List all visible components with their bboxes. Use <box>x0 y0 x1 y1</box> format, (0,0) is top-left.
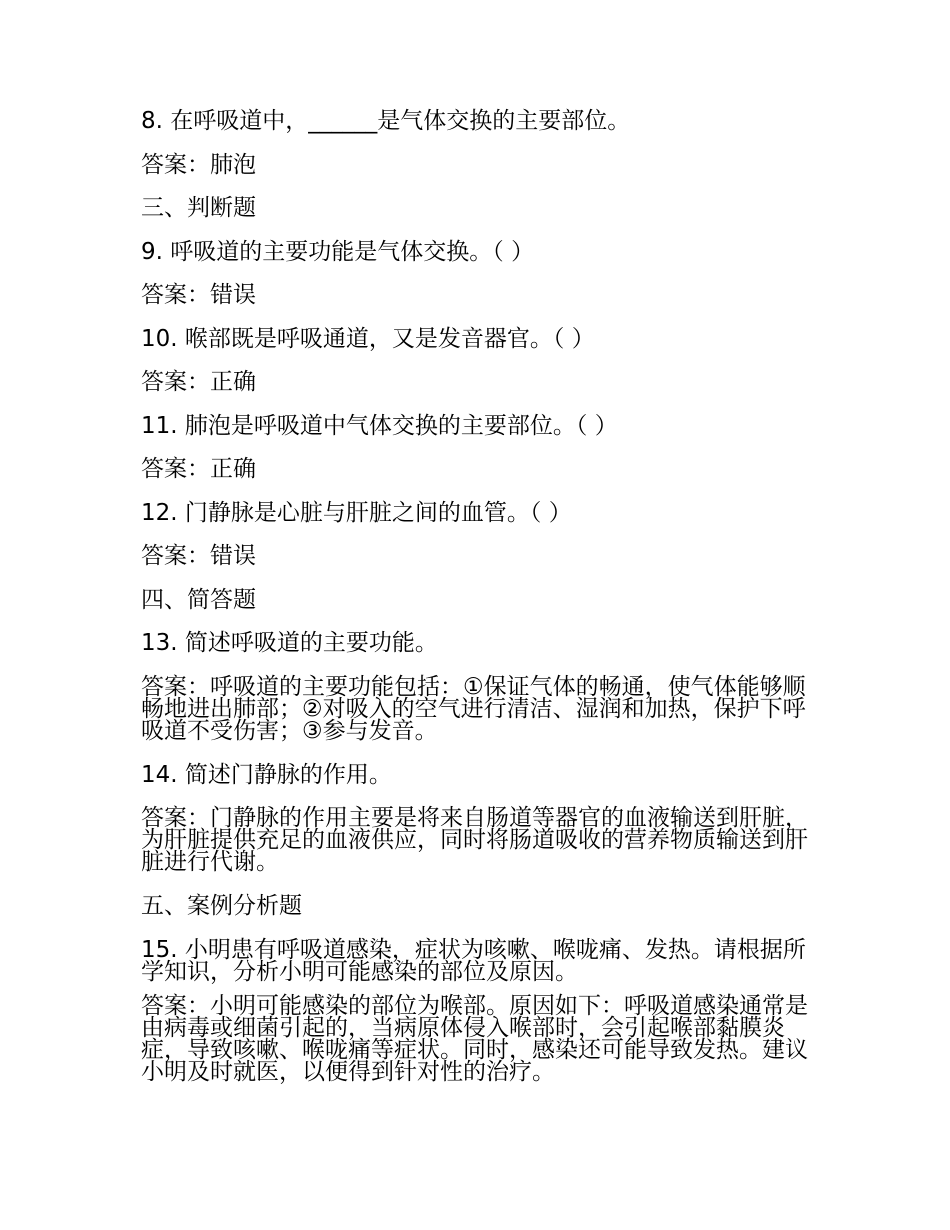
answer-9: 答案：错误 <box>141 282 256 308</box>
question-11: 11. 肺泡是呼吸道中气体交换的主要部位。（ ） <box>141 412 618 439</box>
answer-8: 答案：肺泡 <box>141 151 256 178</box>
question-10: 10. 喉部既是呼吸通道，又是发音器官。（ ） <box>141 325 595 352</box>
question-15: 15. 小明患有呼吸道感染，症状为咳嗽、喉咙痛、发热。请根据所学知识，分析小明可能感染的部位及原因。 <box>141 936 806 985</box>
answer-11: 答案：正确 <box>141 456 256 482</box>
question-12: 12. 门静脉是心脏与肝脏之间的血管。（ ） <box>141 499 572 526</box>
question-9: 9. 呼吸道的主要功能是气体交换。（ ） <box>141 238 535 265</box>
answer-10: 答案：正确 <box>141 369 256 395</box>
document-body <box>141 100 813 1095</box>
answer-13: 答案：呼吸道的主要功能包括：①保证气体的畅通，使气体能够顺畅地进出肺部；②对吸入的空气进行清洁、湿润和加热，保护下呼吸道不受伤害；③参与发音。 <box>141 673 806 744</box>
section-heading-case-analysis: 五、案例分析题 <box>141 893 302 919</box>
question-8: 8. 在呼吸道中，______是气体交换的主要部位。 <box>141 108 631 134</box>
answer-14: 答案：门静脉的作用主要是将来自肠道等器官的血液输送到肝脏，为肝脏提供充足的血液供应，同时将肠道吸收的营养物质输送到肝脏进行代谢。 <box>141 805 808 875</box>
question-13: 13. 简述呼吸道的主要功能。 <box>141 630 438 656</box>
question-14: 14. 简述门静脉的作用。 <box>141 761 392 788</box>
answer-12: 答案：错误 <box>141 543 256 569</box>
section-heading-judgment: 三、判断题 <box>141 195 256 221</box>
answer-15: 答案：小明可能感染的部位为喉部。原因如下：呼吸道感染通常是由病毒或细菌引起的，当病原体侵入喉部时，会引起喉部黏膜炎症，导致咳嗽、喉咙痛等症状。同时，感染还可能导致发热。建议小明及时就医，以便得到针对性的治疗。 <box>141 992 808 1085</box>
section-heading-short-answer: 四、简答题 <box>141 586 256 613</box>
